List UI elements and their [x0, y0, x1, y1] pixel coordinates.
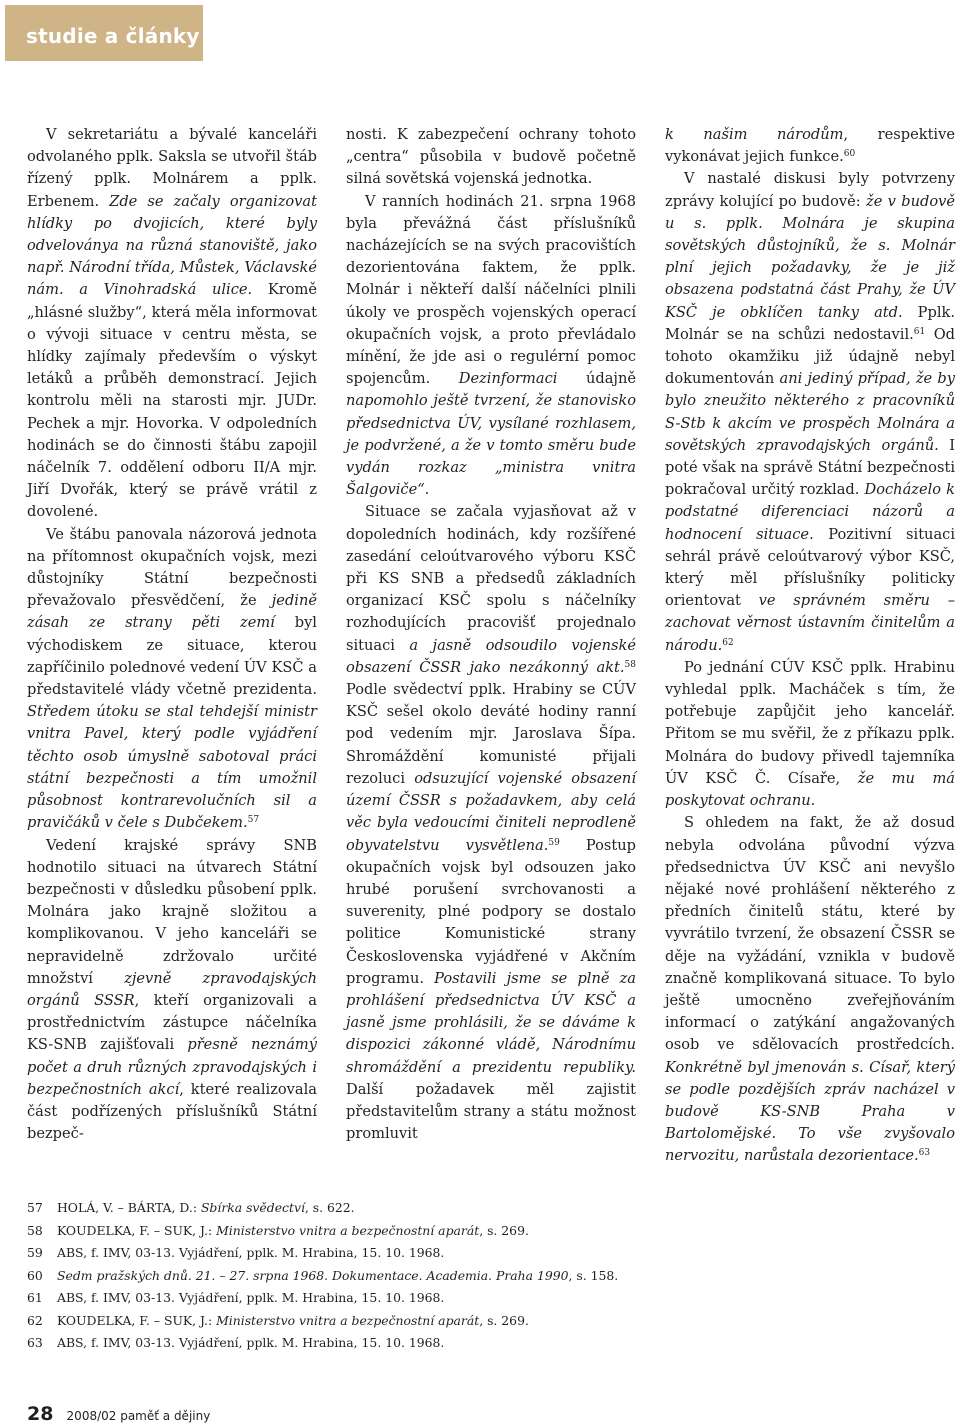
footnotes [27, 1197, 927, 1355]
footnote-number: 58 [27, 1222, 43, 1238]
footnote-text: KOUDELKA, F. – SUK, J.: Ministerstvo vnitra a bezpečnostní aparát, s. 269. [57, 1222, 529, 1238]
paragraph: V nastalé diskusi byly potvrzeny zprávy kolující po budově: že v budově u s. pplk. Molnára je skupina sovětských důstojníků, že s. Molnár plní jejich požadavky, že je již obsazena podstatná část Prahy, že ÚV KSČ je obklíčen tanky atd. Pplk. Molnár se na schůzi nedostavil.$^{61}$ Od tohoto okamžiku již údajně nebyl dokumentován ani jediný případ, že by bylo zneužito některého z pracovníků S-Stb k akcím ve prospěch Molnára a sovětských zpravodajských orgánů. I poté však na správě Státní bezpečnosti pokračoval určitý rozklad. Docházelo k podstatné diferenciaci názorů a hodnocení situace. Pozitivní situaci sehrál právě celoútvarový výbor KSČ, který měl příslušníky politicky orientovat ve správném směru – zachovat věrnost ústavním činitelům a národu.$^{62}$ [665, 170, 956, 654]
footnote-text: ABS, f. IMV, 03-13. Vyjádření, pplk. M. Hrabina, 15. 10. 1968. [57, 1245, 445, 1260]
paragraph: k našim národům, respektive vykonávat jejich funkce.$^{60}$ [665, 126, 955, 166]
paragraph: Po jednání CÚV KSČ pplk. Hrabinu vyhledal pplk. Macháček s tím, že potřebuje zapůjčit jeho kancelář. Přitom se mu svěřil, že z příkazu pplk. Molnára do budovy přivedl tajemníka ÚV KSČ Č. Císaře, že mu má poskytovat ochranu. [665, 658, 955, 810]
paragraph: Ve štábu panovala názorová jednota na přítomnost okupačních vojsk, mezi důstojníky Státní bezpečnosti převažovalo přesvědčení, že jedině zásah ze strany pěti zemí byl východiskem ze situace, kterou zapříčinilo polednové vedení ÚV KSČ a představitelé vlády včetně prezidenta. Středem útoku se stal tehdejší ministr vnitra Pavel, který podle vyjádření těchto osob úmyslně sabotoval práci státní bezpečnosti a tím umožnil působnost kontrarevolučních sil a pravičáků v čele s Dubčekem.$^{57}$ [27, 525, 317, 832]
footnote-number: 57 [27, 1200, 43, 1215]
footnote-number: 59 [27, 1245, 43, 1260]
footnote-text: ABS, f. IMV, 03-13. Vyjádření, pplk. M. Hrabina, 15. 10. 1968. [57, 1290, 445, 1305]
paragraph: nosti. K zabezpečení ochrany tohoto „centra“ působila v budově početně silná sovětská vojenská jednotka. [346, 126, 636, 188]
paragraph: V ranních hodinách 21. srpna 1968 byla převážná část příslušníků nacházejících se na svých pracovištích dezorientována faktem, že pplk. Molnár i někteří další náčelníci plnili úkoly ve prospěch vojenských operací okupačních vojsk, a proto převládalo mínění, že jde asi o regulérní pomoc spojencům. Dezinformaci údajně napomohlo ještě tvrzení, že stanovisko předsednictva ÚV, vysílané rozhlasem, je podvržené, a že v tomto směru bude vydán rozkaz „ministra vnitra Šalgoviče“. [346, 192, 636, 499]
paragraph: V sekretariátu a bývalé kanceláři odvolaného pplk. Saksla se utvořil štáb řízený pplk. Molnárem a pplk. Erbenem. Zde se začaly organizovat hlídky po dvojicích, které byly odveloványa na různá stanoviště, jako např. Národní třída, Můstek, Václavské nám. a Vinohradská ulice. Kromě „hlásné služby“, která měla informovat o vývoji situace v centru města, se hlídky zajímaly především o výskyt letáků a průběh demonstrací. Jejich kontrolu měli na starosti mjr. JUDr. Pechek a mjr. Hovorka. V odpoledních hodinách se do činnosti štábu zapojil náčelník 7. oddělení odboru II/A mjr. Jiří Dvořák, který se právě vrátil z dovolené. [27, 126, 317, 521]
paragraph: Situace se začala vyjasňovat až v dopoledních hodinách, kdy rozšířené zasedání celoútvarového výboru KSČ při KS SNB a předsedů základních organizací KSČ spolu s náčelníky rozhodujících pracovišť projednalo situaci a jasně odsoudilo vojenské obsazení ČSSR jako nezákonný akt.$^{58}$ Podle svědectví pplk. Hrabiny se CÚV KSČ sešel okolo deváté hodiny ranní pod vedením mjr. Jaroslava Šípa. Shromáždění komunisté přijali rezoluci odsuzující vojenské obsazení území ČSSR s požadavkem, aby celá věc byla vedoucími činiteli neprodleně obyvatelstvu vysvětlena.$^{59}$ Postup okupačních vojsk byl odsouzen jako hrubé porušení svrchovanosti a suverenity, plné podpory se dostalo politice Komunistické strany Československa vyjádřené v Akčním programu. Postavili jsme se plně za prohlášení předsednictva ÚV KSČ a jasně jsme prohlásili, že se dáváme k dispozici zákonné vládě, Národnímu shromáždění a prezidentu republiky. Další požadavek měl zajistit představitelům strany a státu možnost promluvit [346, 503, 637, 1143]
paragraph: S ohledem na fakt, že až dosud nebyla odvolána původní výzva předsednictva ÚV KSČ ani nevyšlo nějaké nové prohlášení některého z předních činitelů státu, které by vyvrátilo tvrzení, že obsazení ČSSR se děje na vyžádání, vznikla v budově značně komplikovaná situace. To bylo ještě umocněno zveřejňováním informací o zatýkání angažovaných osob ve sdělovacích prostředcích. Konkrétně byl jmenován s. Císař, který se podle pozdějších zpráv nacházel v budově KS-SNB Praha v Bartolomějské. To vše zvyšovalo nervozitu, narůstala dezorientace.$^{63}$ [665, 814, 955, 1165]
footnote [27, 1332, 927, 1355]
footnote-number: 60 [27, 1267, 43, 1283]
footnote [27, 1220, 927, 1243]
footnote-text: ABS, f. IMV, 03-13. Vyjádření, pplk. M. Hrabina, 15. 10. 1968. [57, 1335, 445, 1350]
footnote [27, 1287, 927, 1310]
journal-issue: 2008/02 paměť a dějiny [66, 1409, 211, 1423]
footnote-number: 61 [27, 1290, 43, 1305]
text-column-1 [27, 124, 317, 1145]
footnote-text: HOLÁ, V. – BÁRTA, D.: Sbírka svědectví, s. 622. [57, 1200, 355, 1215]
section-label: studie a články [5, 5, 203, 61]
footnote [27, 1310, 927, 1333]
footnote [27, 1242, 927, 1265]
paragraph: Vedení krajské správy SNB hodnotilo situaci na útvarech Státní bezpečnosti v důsledku působení pplk. Molnára jako krajně složitou a komplikovanou. V jeho kanceláři se nepravidelně zdržovalo určité množství zjevně zpravodajských orgánů SSSR, kteří organizovali a prostřednictvím zástupce náčelníka KS-SNB zajišťovali přesně neznámý počet a druh různých zpravodajských i bezpečnostních akcí, které realizovala část podřízených příslušníků Státní bezpeč- [27, 836, 317, 1143]
page-number: 28 [27, 1403, 54, 1425]
footnote-text: KOUDELKA, F. – SUK, J.: Ministerstvo vnitra a bezpečnostní aparát, s. 269. [57, 1312, 529, 1328]
text-column-2 [346, 124, 636, 1145]
footnote-text: Sedm pražských dnů. 21. – 27. srpna 1968. Dokumentace. Academia. Praha 1990, s. 158. [57, 1267, 619, 1283]
footnote-number: 63 [27, 1335, 43, 1350]
page-footer [27, 1403, 210, 1425]
text-column-3 [665, 124, 955, 1168]
footnote-number: 62 [27, 1312, 43, 1328]
footnote [27, 1265, 927, 1288]
footnote [27, 1197, 927, 1220]
